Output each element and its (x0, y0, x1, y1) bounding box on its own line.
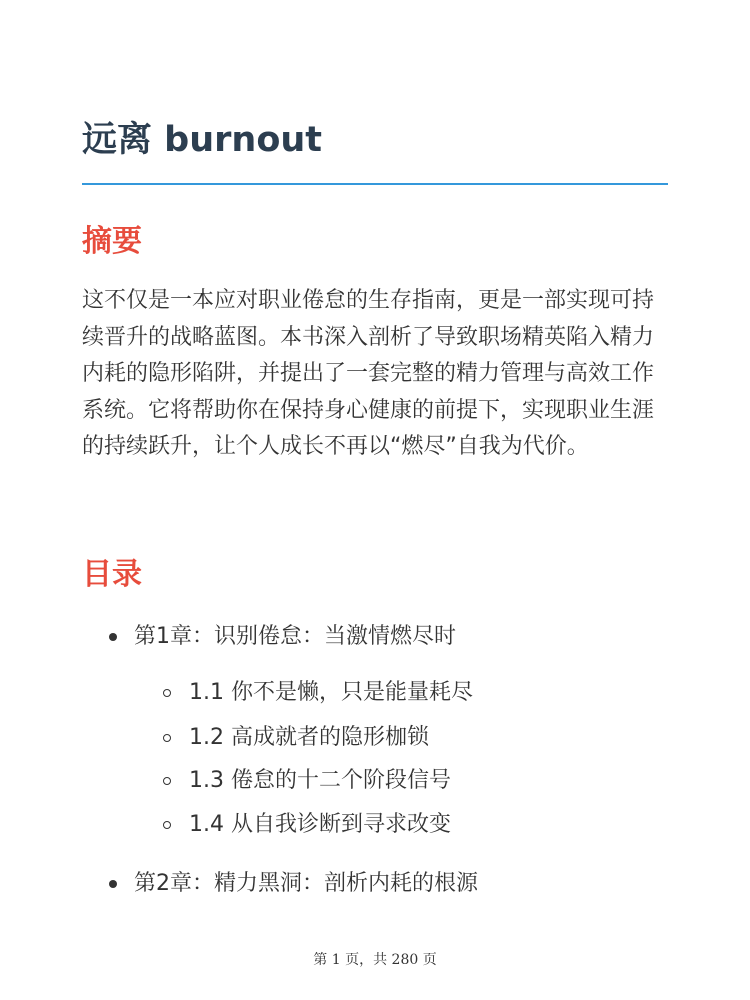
filled-bullet-icon (109, 880, 117, 888)
toc-chapter-2 (82, 866, 668, 902)
toc-section-1-3 (82, 763, 668, 799)
toc-section-label: 1.2 高成就者的隐形枷锁 (189, 725, 429, 750)
toc-chapter-label: 第2章：精力黑洞：剖析内耗的根源 (134, 871, 478, 896)
toc-section-label: 1.4 从自我诊断到寻求改变 (189, 812, 451, 837)
toc-section-1-1 (82, 675, 668, 711)
toc-section-1-4 (82, 807, 668, 843)
filled-bullet-icon (109, 633, 117, 641)
book-title: 远离 burnout (82, 120, 323, 160)
abstract-heading: 摘要 (82, 224, 142, 259)
toc-section-label: 1.1 你不是懒，只是能量耗尽 (189, 680, 473, 705)
hollow-bullet-icon (163, 689, 171, 697)
hollow-bullet-icon (163, 734, 171, 742)
document-page (82, 0, 668, 1000)
table-of-contents-heading: 目录 (82, 557, 142, 592)
table-of-contents (82, 0, 668, 1000)
abstract-text: 这不仅是一本应对职业倦怠的生存指南，更是一部实现可持续晋升的战略蓝图。本书深入剖析了导致职场精英陷入精力内耗的隐形陷阱，并提出了一套完整的精力管理与高效工作系统。它将帮助你在保持身心健康的前提下，实现职业生涯的持续跃升，让个人成长不再以“燃尽”自我为代价。 (82, 288, 655, 459)
hollow-bullet-icon (163, 821, 171, 829)
toc-chapter-1 (82, 619, 668, 655)
toc-section-label: 1.3 倦怠的十二个阶段信号 (189, 768, 451, 793)
page-number-footer: 第 1 页，共 280 页 (313, 952, 437, 968)
toc-chapter-label: 第1章：识别倦怠：当激情燃尽时 (134, 624, 456, 649)
toc-section-1-2 (82, 720, 668, 756)
hollow-bullet-icon (163, 777, 171, 785)
